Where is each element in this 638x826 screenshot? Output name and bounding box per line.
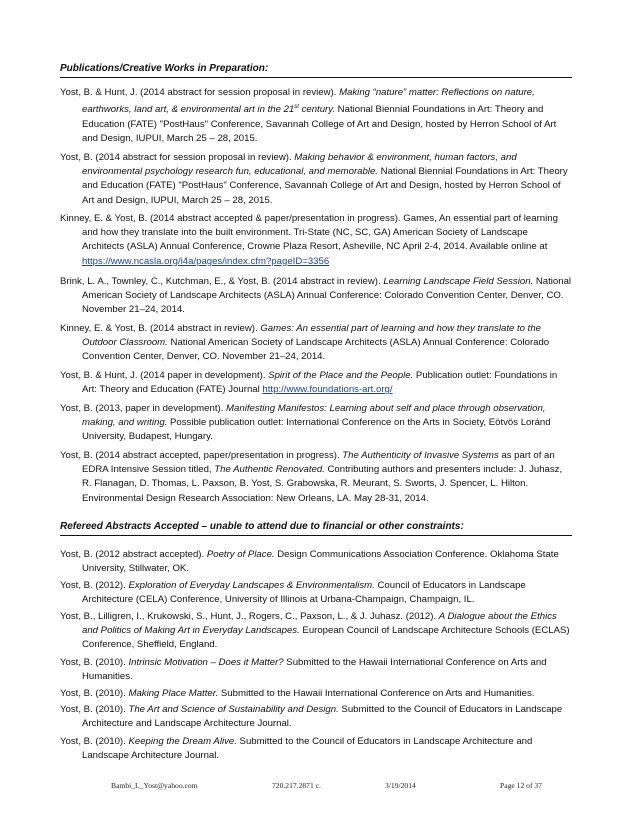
citation-entry: Kinney, E. & Yost, B. (2014 abstract accepted & paper/presentation in progress). Games, An essential part of learning and how they translate into the built environment. Tri-State (NC, SC, GA) American Society of Landscape Architects (ASLA) Annual Conference, Crowne Plaza Resort, Asheville, NC April 2-4, 2014. Available online at https://www.ncasla.org/i4a/pages/index.cfm?pageID=3356 [60, 213, 558, 267]
citation-entry: Yost, B. (2010). Intrinsic Motivation – Does it Matter? Submitted to the Hawaii International Conference on Arts and Humanities. [60, 657, 547, 683]
citation-entry: Yost, B. (2012). Exploration of Everyday Landscapes & Environmentalism. Council of Educators in Landscape Architecture (CELA) Conference, University of Illinois at Urbana-Champaign, Champaign, IL. [60, 580, 526, 606]
citation-entry: Yost, B. (2014 abstract accepted, paper/presentation in progress). The Authenticity of Invasive Systems as part of an EDRA Intensive Session titled, The Authentic Renovated. Contributing authors and presenters include: J. Juhasz, R. Flanagan, D. Thomas, L. Paxson, B. Yost, S. Grabowska, R. Meurant, S. Sworts, J. Spencer, L. Hilton. Environmental Design Research Association: New Orleans, LA. May 28-31, 2014. [60, 450, 563, 504]
section-heading-refereed-abstracts: Refereed Abstracts Accepted – unable to attend due to financial or other constraints: [60, 521, 572, 536]
ncasla-link[interactable]: https://www.ncasla.org/i4a/pages/index.cfm?pageID=3356 [82, 255, 330, 267]
citation-entry: Yost, B. (2010). Making Place Matter. Submitted to the Hawaii International Conference on Arts and Humanities. [60, 688, 535, 699]
footer-page-number: Page 12 of 37 [500, 781, 542, 790]
citation-entry: Yost, B. (2010). Keeping the Dream Alive. Submitted to the Council of Educators in Landscape Architecture and Landscape Architecture Journal. [60, 736, 533, 762]
citation-entry: Yost, B. & Hunt, J. (2014 abstract for session proposal in review). Making “nature” matter: Reflections on nature, earthworks, land art, & environmental art in the 21st century. National Biennial Foundations in Art: Theory and Education (FATE) "PostHaus" Conference, Savannah College of Art and Design, hosted by Herron School of Art and Design, IUPUI, March 25 – 28, 2015. [60, 87, 557, 144]
footer-date: 3/19/2014 [385, 781, 416, 790]
footer-email: Bambi_L_Yost@yahoo.com [111, 781, 198, 790]
citation-entry: Kinney, E. & Yost, B. (2014 abstract in review). Games: An essential part of learning and how they translate to the Outdoor Classroom. National American Society of Landscape Architects (ASLA) Annual Conference: Colorado Convention Center, Denver, CO. November 21–24, 2014. [60, 323, 550, 363]
citation-entry: Yost, B. (2014 abstract for session proposal in review). Making behavior & environment, human factors, and environmental psychology research fun, educational, and memorable. National Biennial Foundations in Art: Theory and Education (FATE) "PostHaus" Conference, Savannah College of Art and Design, hosted by Herron School of Art and Design, IUPUI, March 25 – 28, 2015. [60, 152, 568, 206]
section-heading-in-preparation: Publications/Creative Works in Preparation: [60, 63, 572, 78]
citation-entry: Yost, B. (2013, paper in development). Manifesting Manifestos: Learning about self and place through observation, making, and writing. Possible publication outlet: International Conference on the Arts in Society, Eötvös Loránd University, Budapest, Hungary. [60, 403, 551, 443]
citation-entry: Brink, L. A., Townley, C., Kutchman, E., & Yost, B. (2014 abstract in review). Learning Landscape Field Session. National American Society of Landscape Architects (ASLA) Annual Conference: Colorado Convention Center, Denver, CO. November 21–24, 2014. [60, 276, 572, 316]
citation-entry: Yost, B. & Hunt, J. (2014 paper in development). Spirit of the Place and the People. Publication outlet: Foundations in Art: Theory and Education (FATE) Journal http://www.foundations-art.org/ [60, 370, 558, 396]
foundations-art-link[interactable]: http://www.foundations-art.org/ [262, 384, 393, 396]
citation-entry: Yost, B., Lilligren, I., Krukowski, S., Hunt, J., Rogers, C., Paxson, L., & J. Juhasz. (2012). A Dialogue about the Ethics and Politics of Making Art in Everyday Landscapes. European Council of Landscape Architecture Schools (ECLAS) Conference, Sheffield, England. [60, 611, 570, 651]
footer-phone: 720.217.2871 c. [272, 781, 321, 790]
citation-entry: Yost, B. (2010). The Art and Science of Sustainability and Design. Submitted to the Council of Educators in Landscape Architecture and Landscape Architecture Journal. [60, 704, 563, 730]
citation-entry: Yost, B. (2012 abstract accepted). Poetry of Place. Design Communications Association Conference. Oklahoma State University, Stillwater, OK. [60, 549, 559, 575]
